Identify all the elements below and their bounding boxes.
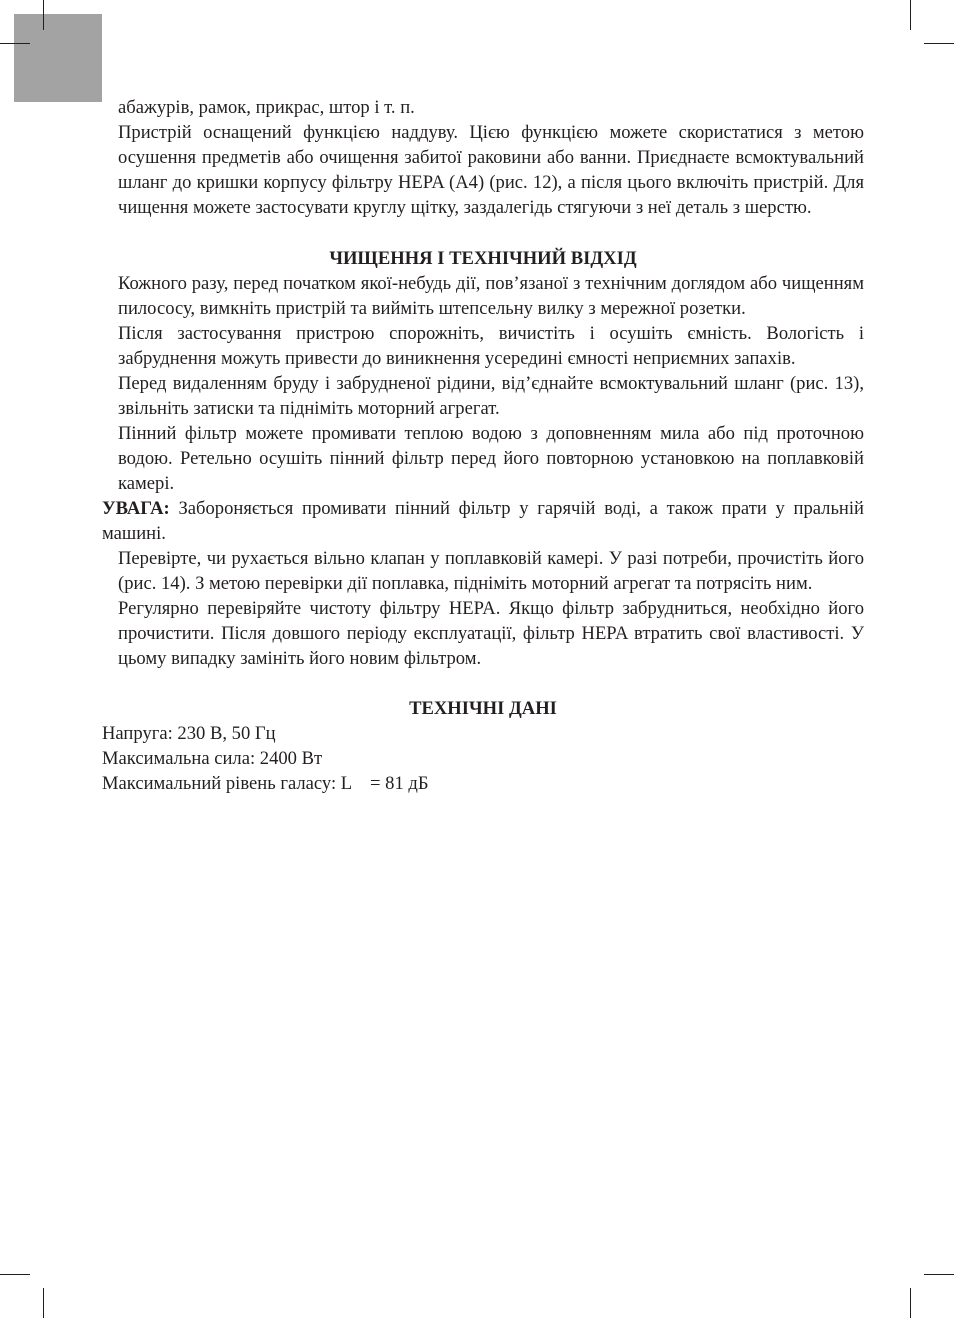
crop-mark-top-right-v <box>910 0 911 30</box>
section-title-specs: ТЕХНІЧНІ ДАНІ <box>409 698 557 719</box>
paragraph-cleaning-5: Перевірте, чи рухається вільно клапан у поплавковій камері. У разі потреби, прочистіть його (рис. 14). З метою перевірки дії поплавка, підніміть моторний агрегат та потрясіть ним. <box>118 548 864 594</box>
crop-mark-top-left-h <box>0 43 30 44</box>
spec-noise: Максимальний рівень галасу: L = 81 дБ <box>102 773 429 794</box>
section-title-cleaning: ЧИЩЕННЯ І ТЕХНІЧНИЙ ВІДХІД <box>329 248 637 269</box>
spec-power: Максимальна сила: 2400 Вт <box>102 748 323 769</box>
warning-label: УВАГА: <box>102 498 170 519</box>
paragraph-cleaning-6: Регулярно перевіряйте чистоту фільтру HEPA. Якщо фільтр забрудниться, необхідно його прочистити. Після довшого періоду експлуатації, фільтр HEPA втратить свої властивості. У цьому випадку замініть його новим фільтром. <box>118 598 864 669</box>
crop-mark-top-right-h <box>924 43 954 44</box>
crop-mark-bottom-right-h <box>924 1274 954 1275</box>
paragraph-cleaning-4: Пінний фільтр можете промивати теплою водою з доповненням мила або під проточною водою. Ретельно осушіть пінний фільтр перед його повторною установкою на поплавковій камері. <box>118 423 864 494</box>
page-corner-tab <box>14 14 102 102</box>
paragraph-blower-function: Пристрій оснащений функцією наддуву. Цією функцією можете скористатися з метою осушення предметів або очищення забитої раковини або ванни. Приєднаєте всмоктувальний шланг до кришки корпусу фільтру HEPA (A4) (рис. 12), а після цього включіть пристрій. Для чищення можете застосувати круглу щітку, заздалегідь стягуючи з неї деталь з шерстю. <box>118 122 864 218</box>
warning-text: Забороняється промивати пінний фільтр у гарячій воді, а також прати у пральній машині. <box>102 498 864 544</box>
spec-voltage: Напруга: 230 В, 50 Гц <box>102 723 276 744</box>
crop-mark-bottom-right-v <box>910 1288 911 1318</box>
crop-mark-bottom-left-v <box>43 1288 44 1318</box>
crop-mark-bottom-left-h <box>0 1274 30 1275</box>
paragraph-cleaning-3: Перед видаленням бруду і забрудненої рідини, від’єднайте всмоктувальний шланг (рис. 13), звільніть затиски та підніміть моторний агрегат. <box>118 373 864 419</box>
document-body <box>102 95 864 796</box>
paragraph-cleaning-2: Після застосування пристрою спорожніть, вичистіть і осушіть ємність. Вологість і забруднення можуть привести до виникнення усередині ємності неприємних запахів. <box>118 323 864 369</box>
paragraph-continued: абажурів, рамок, прикрас, штор і т. п. <box>118 97 415 118</box>
paragraph-cleaning-1: Кожного разу, перед початком якої-небудь дії, пов’язаної з технічним доглядом або чищенням пилососу, вимкніть пристрій та вийміть штепсельну вилку з мережної розетки. <box>118 273 864 319</box>
crop-mark-top-left-v <box>43 0 44 30</box>
warning-paragraph <box>102 496 864 546</box>
